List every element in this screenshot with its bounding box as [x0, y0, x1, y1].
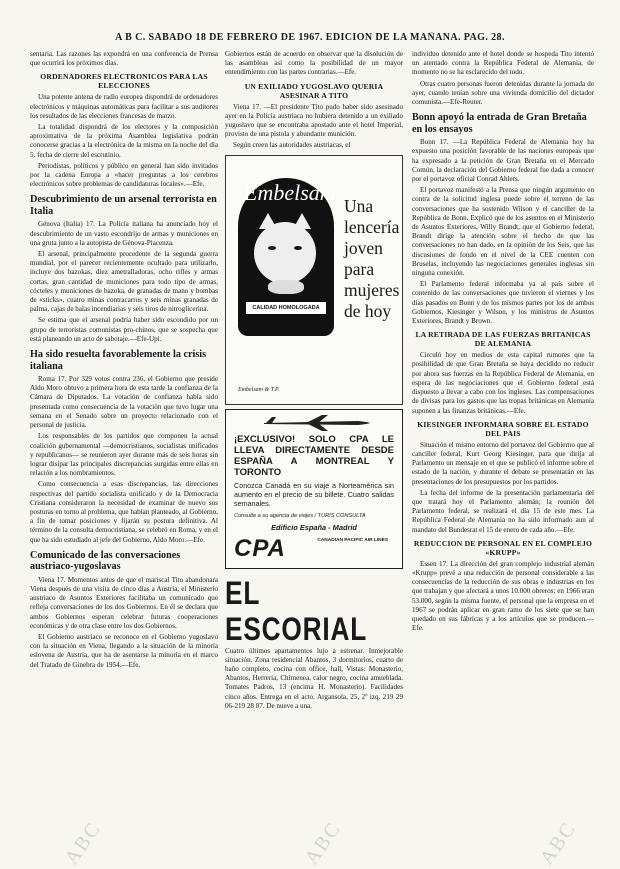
slogan-line: Una — [344, 195, 374, 216]
headline-bonn: Bonn apoyó la entrada de Gran Bretaña en los ensayos — [412, 112, 587, 135]
column-right — [412, 50, 594, 861]
escorial-ad-text — [225, 647, 403, 711]
paragraph: Viena 17. Momentos antes de que el mariscal Tito abandonara Viena después de una visita de cinco días a Austria, el Ministerio austriaco de Asuntos Exteriores facilitaba un comunicado que refleja conversaciones de los dos Gobiernos. En él se declara que ambos Gobiernos esperan celebrar futuras cooperaciones económicas y de otra clase entre los dos Gobiernos. — [30, 575, 218, 630]
paragraph: Essen 17. La dirección del gran complejo industrial alemán «Krupp» prevé a una reducción de personal considerable a las consecuencias de la reducción de sus obras e industrias en los que trabajan y que afectará a unos 10.000 obreros; en 1966 eran 53.000, según la misma fuente, el personal que la empresa en el 1967 se podrán aplicar en gran ramo de los siete que se han quedado en sus fábricas y a los artículos que se producen.—Efe. — [412, 559, 594, 633]
airplane-icon — [262, 414, 372, 432]
paragraph: La fecha del informe de la presentación parlamentaria del que tratará hoy el Parlamento alemán; la reunión del Parlamento federal, se realizará el día 15 de este mes. La República Federal de Alemania no ha sido informado aun al mandato del Bundesrat el 15 de enero de cada año.—Efe. — [412, 488, 594, 534]
cpa-airline-advertisement — [225, 409, 403, 569]
cpa-headline: ¡EXCLUSIVO! SOLO CPA LE LLEVA DIRECTAMENTE DESDE ESPAÑA A MONTREAL Y TORONTO — [234, 433, 394, 478]
headline-arsenal: Descubrimiento de un arsenal terrorista en Italia — [30, 194, 217, 217]
cat-eye-icon — [268, 246, 276, 250]
paragraph: Situación el mismo entorno del portavoz del Gobierno que al canciller federal, Kurt Georg Kiesinger, para que dirija al Parlamento un mensaje en el que se publicó el informe sobre el estado de la nación, y durante el debate se presentarán en las presentaciones de los presupuestos por los partidos. — [412, 440, 594, 486]
paragraph: Circuló hoy en medios de esta capital rumores que la posibilidad de que Gran Bretaña se haya decidido no reducir por ahora sus fuerzas en la República Federal de Alemania, en espera de las negociaciones que el Gobierno federal está dispuesto a llevar a cabo con los ingleses. Las compensaciones de divisas para los gastos que las tropas británicas en Alemania suponen a las finanzas británicas.—Efe. — [412, 351, 594, 415]
paragraph: Génova (Italia) 17. La Policía italiana ha anunciado hoy el descubrimiento de un vasto escondrijo de armas y municiones en una gruta junto a la autopista de Génova-Piacenza. — [30, 220, 218, 247]
headline-comunicado: Comunicado de las conversaciones austriaco-yugoslavas — [30, 549, 181, 573]
brand-logo: Embelsam — [244, 179, 336, 205]
lingerie-advertisement — [225, 155, 403, 405]
headline-exiliado: UN EXILIADO YUGOSLAVO QUERIA ASESINAR A TITO — [244, 81, 384, 100]
cpa-agency-note: Consulte a su agencia de viajes / TURIS CONSULTA — [234, 512, 366, 519]
cpa-tagline: CANADIAN PACIFIC AIR LINES — [317, 538, 388, 544]
ad-trademark: Embelsam & T.P. — [238, 387, 280, 394]
paragraph: Cuatro últimos apartamentos lujo a estrenar. Inmejorable situación. Zona residencial Abantos, 3 dormitorios, cuarto de baño completo, cocina con office, hall, Vistas: Monasterio, Abantos, Herreria, Chimenea, calor negro, cocina amueblada. Tomates Padros, 13 (encima H. Monasterio). Facilidades cinco años. Entrega en el acto. Argansola, 25, 2º izq. 219 29 06-219 28 87. De nueve a una. — [225, 646, 403, 710]
page-header: A B C. SABADO 18 DE FEBRERO DE 1967. EDICION DE LA MAÑANA. PAG. 28. — [115, 32, 505, 43]
article-continuation: Gobiernos están de acuerdo en observar que la disolución de las asambleas así como la posibilidad de un mayor entendimiento con las partes contrarias.—Efe. — [225, 50, 403, 77]
paragraph: El Parlamento federal informaba ya al país sobre el contenido de las conversaciones que tuvieron el viernes y los días pasados en Bonn y de los mismos partes por los de ambos Gobiernos, Kiesinger y Wilson, y los ministros de Asuntos Exteriores, Brandt y Brown. — [412, 280, 594, 326]
paragraph: Se estima que el arsenal podría haber sido escondido por un grupo de terroristas comunistas pro-chinos, que se sospecha que está planeando un acto de sabotaje.—Efe-Upi. — [30, 316, 218, 343]
slogan-line: de hoy — [344, 300, 392, 321]
paragraph: Periodistas, políticos y público en general han sido invitados por la cadena Europa a «hacer preguntas a los cerebros electrónicos sobre problemas de candidaturas locales».—Efe. — [30, 161, 218, 189]
paragraph: Una potente antena de radio europea dispondrá de ordenadores electrónicos y máquinas automáticas para facilitar a sus auditores los resultados de las elecciones francesas de marzo. — [30, 93, 218, 120]
paragraph: Bonn 17. —La República Federal de Alemania hoy ha expuesto una posición favorable de las naciones europeas que ha expresado a la petición de Gran Bretaña en el Mercado Común, la declaración del Gobierno federal fue dada a conocer por el portavoz oficial Conrad Ahlers. — [412, 138, 594, 184]
package-label: CALIDAD HOMOLOGADA — [246, 302, 326, 314]
paragraph: Los responsables de los partidos que componen la actual coalición gubernamental —democristianos, socialistas unificados y republicanos— se reunieron ayer durante más de seis horas sin lograr disipar las principales discrepancias surgidas entre ellas en relación a los nombramientos. — [30, 432, 218, 478]
paragraph: Otras cuatro personas fueron detenidas durante la jornada de ayer, cuando tenían sobre una vivienda domicilio del dictador comunista.—Efe-Reuter. — [412, 79, 594, 107]
cat-eye-icon — [294, 246, 302, 250]
ad-slogan — [344, 196, 399, 322]
paragraph: Roma 17. Por 329 votos contra 236, el Gobierno que preside Aldo Moro obtuvo a primera hora de esta tarde la confianza de la Cámara de Diputados. La votación de confianza había sido presentada como consecuencia de la votación que tuvo lugar una semana en el Senado sobre un proyecto relacionado con el personal de justicia. — [30, 375, 218, 430]
paragraph: La totalidad dispondrá de los electores y la composición aproximativa de la próxima Asamblea legislativa podrán conocerse gracias a la electrónica de la misma en la noche del día 5, fecha de cierre del escrutinio. — [30, 123, 218, 159]
product-package — [238, 178, 334, 336]
slogan-line: para — [344, 258, 375, 279]
cat-illustration — [254, 222, 316, 284]
column-left — [30, 50, 218, 861]
paragraph: El Gobierno austriaco se reconoce en el Gobierno yugoslavo con la situación en Viena, llegando a la situación de la minoría eslovena de Austria, que ha de asentarse la minoría en el marco del Tratado de Ginebra de 1954.—Efe. — [30, 632, 218, 669]
cpa-address: Edificio España - Madrid — [271, 522, 357, 532]
watermark-logo: ABC — [300, 817, 346, 869]
paragraph: El portavoz manifestó a la Prensa que ningún argumento en contra de la solicitud inglesa puede sobre el terreno de las conversaciones que ha sostenido Wilson y el canciller de la República de Bonn. Explicó que de los asuntos en el Ministerio de Asuntos Exteriores, Willy Brandt, que el Gobierno federal, Brandt dirige la atención sobre el hecho de que las conversaciones no han dado, en la opinión de los Seis, que las discusiones de fondo en el nivel de la CEE cuenten con Bruselas, incluyendo las negociaciones generales inglesas sin ninguna conexión. — [412, 186, 594, 278]
slogan-line: joven — [344, 237, 383, 258]
bow-icon — [268, 280, 304, 294]
cpa-logo: CPA — [234, 535, 286, 563]
headline-ordenadores: ORDENADORES ELECTRONICOS PARA LAS ELECCIONES — [40, 72, 208, 91]
article-continuation: sentaria. Las razones las expondrá en una conferencia de Prensa que ocurrirá los próximos días. — [30, 50, 218, 68]
cpa-body: Conozca Canadá en su viaje a Norteamérica sin aumento en el precio de su billete. Cuatro salidas semanales. — [234, 480, 394, 508]
article-continuation: individuo detenido ante el hotel donde se hospeda Tito intentó un atentado contra la República Federal de Alemania, de momento no se ha esclarecido del todo. — [412, 50, 594, 77]
column-middle — [225, 50, 403, 861]
slogan-line: lencería — [344, 216, 400, 237]
headline-kiesinger: KIESINGER INFORMARA SOBRE EL ESTADO DEL PAIS — [417, 419, 589, 438]
watermark-logo: ABC — [60, 817, 106, 869]
paragraph: El arsenal, principalmente procedente de la segunda guerra mundial, por el parecer recientemente ocultado para utilizarlo, incluye dos bazokas, diez ametralladoras, ocho rifles y armas cortas, gran cantidad de municiones para todo tipo de armas, cócteles y municiones de bazoka, de granadas de mano y bombas de «sticks», cuatro minas contracarros y seis minas granadas de palma, cajas de balas incendiarias y seis tiros de nitroglicerina. — [30, 250, 218, 314]
headline-crisis-italiana: Ha sido resuelta favorablemente la crisis italiana — [30, 349, 207, 372]
slogan-line: mujeres — [344, 279, 400, 300]
headline-krupp: REDUCCION DE PERSONAL EN EL COMPLEJO «KRUPP» — [413, 538, 593, 557]
escorial-ad-title: EL ESCORIAL — [225, 574, 368, 647]
headline-retirada: LA RETIRADA DE LAS FUERZAS BRITANICAS DE ALEMANIA — [415, 330, 591, 349]
paragraph: Según creen las autoridades austriacas, el — [233, 141, 351, 150]
paragraph: Como consecuencia a esas discrepancias, las direcciones respectivas del partido socialista unificado y de la Democracia Cristiana consideraron la necesidad de examinar de nuevo sus posturas en torno al problema, que habían planteado, al Gobierno, a fin de tomar posiciones y fijarán su postura definitiva. Al término de la consulta democristiana, se celebró en Roma, y en el que ha sido estudiado al jefe del Gobierno, Aldo Moro.—Efe. — [30, 480, 218, 544]
watermark-logo: ABC — [535, 817, 581, 869]
paragraph: Viena 17. —El presidente Tito pudo haber sido asesinado ayer en la Policía austriaca no hubiera detenido a un exiliado yugoslavo que se encontraba apostado ante el hotel Imperial, provisto de una pistola y abundante munición. — [225, 102, 403, 139]
